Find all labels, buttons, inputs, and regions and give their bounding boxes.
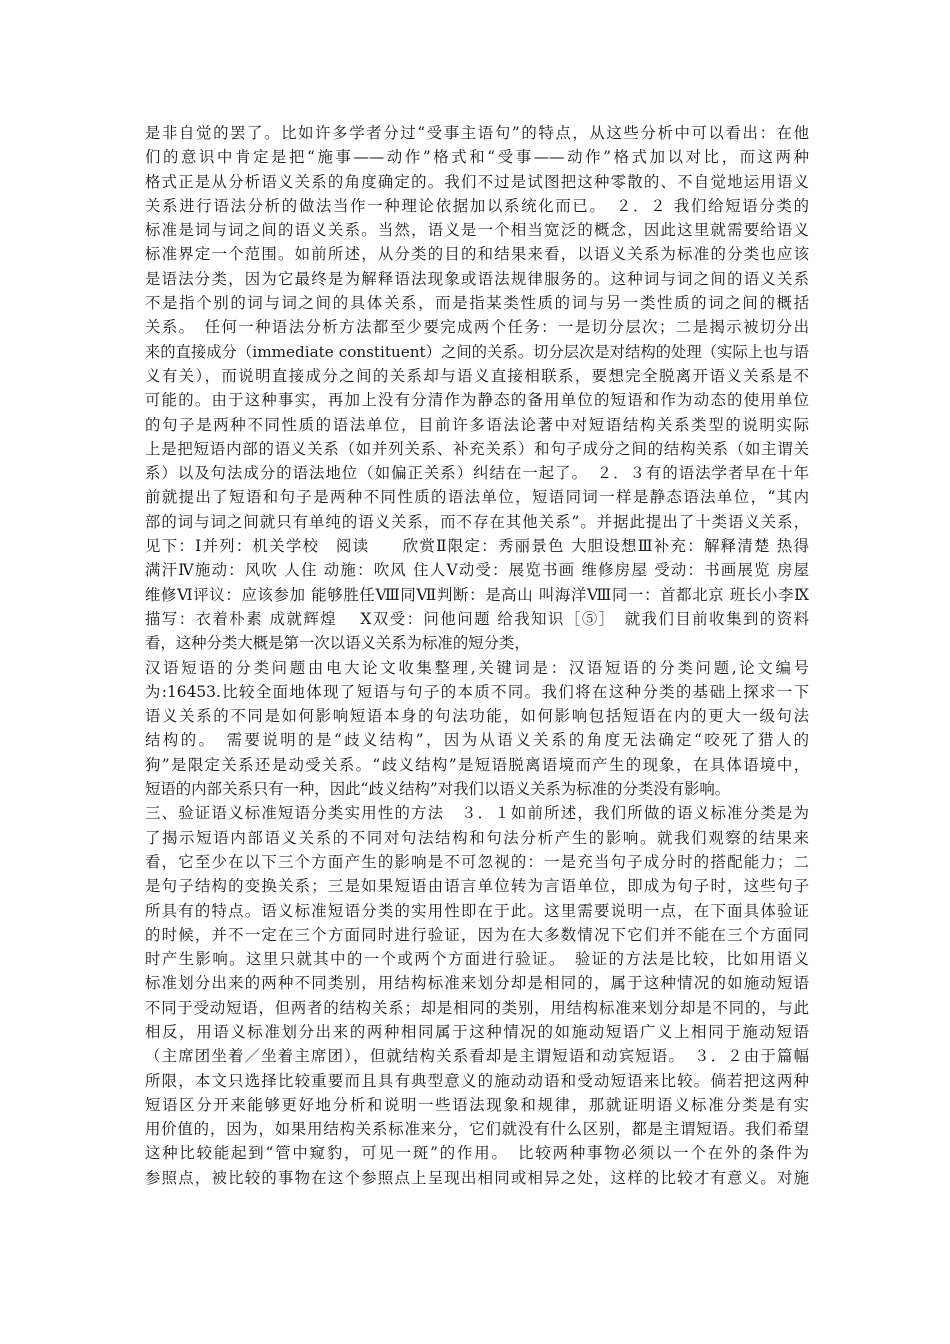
text-line: 格式正是从分析语义关系的角度确定的。我们不过是试图把这种零散的、不自觉地运用语义 bbox=[145, 172, 809, 191]
text-line: 是语法分类，因为它最终是为解释语法现象或语法规律服务的。这种词与词之间的语义关系 bbox=[145, 269, 809, 288]
document-body bbox=[145, 121, 809, 1190]
text-line: 不是指个别的词与词之间的具体关系，而是指某类性质的词与另一类性质的词之间的概括 bbox=[145, 294, 809, 313]
text-line: 所限，本文只选择比较重要而且具有典型意义的施动动语和受动短语来比较。倘若把这两种 bbox=[145, 1071, 809, 1090]
text-line: 标准是词与词之间的语义关系。当然，语义是一个相当宽泛的概念，因此这里就需要给语义 bbox=[145, 221, 809, 240]
text-line: 标准界定一个范围。如前所述，从分类的目的和结果来看，以语义关系为标准的分类也应该 bbox=[145, 245, 809, 264]
text-line: 了揭示短语内部语义关系的不同对句法结构和句法分析产生的影响。就我们观察的结果来 bbox=[145, 828, 809, 847]
text-line: 来的直接成分（immediate constituent）之间的关系。切分层次是对结构的处理（实际上也与语 bbox=[145, 342, 809, 361]
text-line: 看，它至少在以下三个方面产生的影响是不可忽视的：一是充当句子成分时的搭配能力；二 bbox=[145, 852, 809, 871]
text-line: 系）以及句法成分的语法地位（如偏正关系）纠结在一起了。 ２．３有的语法学者早在十年 bbox=[145, 464, 809, 483]
text-line: 的时候，并不一定在三个方面同时进行验证，因为在大多数情况下它们并不能在三个方面同 bbox=[145, 925, 809, 944]
text-line: 短语的内部关系只有一种，因此“歧义结构”对我们以语义关系为标准的分类没有影响。 bbox=[145, 780, 731, 799]
text-line: 可能的。由于这种事实，再加上没有分清作为静态的备用单位的短语和作为动态的使用单位 bbox=[145, 391, 809, 410]
text-line: 前就提出了短语和句子是两种不同性质的语法单位，短语同词一样是静态语法单位，“其内 bbox=[145, 488, 809, 507]
text-line: 用价值的，因为，如果用结构关系标准来分，它们就没有什么区别，都是主谓短语。我们希望 bbox=[145, 1120, 809, 1139]
text-line: 参照点，被比较的事物在这个参照点上呈现出相同或相异之处，这样的比较才有意义。对施 bbox=[145, 1168, 809, 1187]
text-line: 三、验证语义标准短语分类实用性的方法 ３．１如前所述，我们所做的语义标准分类是为 bbox=[145, 804, 809, 823]
text-line: 时产生影响。这里只就其中的一个或两个方面进行验证。 验证的方法是比较，比如用语义 bbox=[145, 950, 809, 969]
text-line: 为:16453.比较全面地体现了短语与句子的本质不同。我们将在这种分类的基础上探求一下 bbox=[145, 682, 809, 701]
text-line: 狗”是限定关系还是动受关系。“歧义结构”是短语脱离语境而产生的现象，在具体语境中， bbox=[145, 755, 809, 774]
text-line: 维修Ⅵ评议：应该参加 能够胜任Ⅷ同Ⅶ判断：是高山 叫海洋Ⅷ同一：首都北京 班长小李Ⅸ bbox=[145, 585, 809, 604]
text-line: 是非自觉的罢了。比如许多学者分过“受事主语句”的特点，从这些分析中可以看出：在他 bbox=[145, 124, 809, 142]
text-line: 满汗Ⅳ施动：风吹 人住 动施：吹风 住人Ⅴ动受：展览书画 维修房屋 受动：书画展览 房屋 bbox=[145, 561, 809, 580]
text-line: 标准划分出来的两种不同类别，用结构标准来划分却是相同的，属于这种情况的如施动短语 bbox=[145, 974, 809, 993]
text-line: 相反，用语义标准划分出来的两种相同属于这种情况的如施动短语广义上相同于施动短语 bbox=[145, 1022, 809, 1041]
text-line: 这种比较能起到“管中窥豹，可见一斑”的作用。 比较两种事物必须以一个在外的条件为 bbox=[145, 1144, 809, 1163]
text-line: 关系。 任何一种语法分析方法都至少要完成两个任务：一是切分层次；二是揭示被切分出 bbox=[145, 318, 809, 337]
text-line: 看，这种分类大概是第一次以语义关系为标准的短分类， bbox=[145, 634, 530, 653]
text-line: 的句子是两种不同性质的语法单位，目前许多语法论著中对短语结构关系类型的说明实际 bbox=[145, 415, 809, 434]
text-line: 部的词与词之间就只有单纯的语义关系，而不存在其他关系”。并据此提出了十类语义关系， bbox=[145, 512, 809, 531]
text-line: 语义关系的不同是如何影响短语本身的句法功能，如何影响包括短语在内的更大一级句法 bbox=[145, 707, 809, 726]
text-line: 上是把短语内部的语义关系（如并列关系、补充关系）和句子成分之间的结构关系（如主谓关 bbox=[145, 439, 809, 458]
text-line: 结构的。 需要说明的是“歧义结构”，因为从语义关系的角度无法确定“咬死了猎人的 bbox=[145, 731, 809, 750]
text-line: 义有关），而说明直接成分之间的关系却与语义直接相联系，要想完全脱离开语义关系是不 bbox=[145, 366, 809, 385]
text-line: 是句子结构的变换关系；三是如果短语由语言单位转为言语单位，即成为句子时，这些句子 bbox=[145, 877, 809, 896]
text-line: 汉语短语的分类问题由电大论文收集整理,关键词是：汉语短语的分类问题,论文编号 bbox=[145, 658, 809, 677]
text-line: 所具有的特点。语义标准短语分类的实用性即在于此。这里需要说明一点，在下面具体验证 bbox=[145, 901, 809, 920]
text-line: 见下：Ⅰ并列：机关学校 阅读 欣赏Ⅱ限定：秀丽景色 大胆设想Ⅲ补充：解释清楚 热得 bbox=[145, 537, 809, 556]
text-line: 短语区分开来能够更好地分析和说明一些语法现象和规律，那就证明语义标准分类是有实 bbox=[145, 1095, 809, 1114]
text-line: 不同于受动短语，但两者的结构关系；却是相同的类别，用结构标准来划分却是不同的，与此 bbox=[145, 998, 809, 1017]
text-line: （主席团坐着／坐着主席团），但就结构关系看却是主谓短语和动宾短语。 ３．２由于篇幅 bbox=[145, 1047, 809, 1066]
text-line: 们的意识中肯定是把“施事——动作”格式和“受事——动作”格式加以对比，而这两种 bbox=[145, 148, 809, 167]
text-line: 描写：衣着朴素 成就辉煌 Ⅹ双受：问他问题 给我知识［⑤］ 就我们目前收集到的资料 bbox=[145, 609, 809, 628]
text-line: 关系进行语法分析的做法当作一种理论依据加以系统化而已。 ２．２ 我们给短语分类的 bbox=[145, 196, 809, 215]
